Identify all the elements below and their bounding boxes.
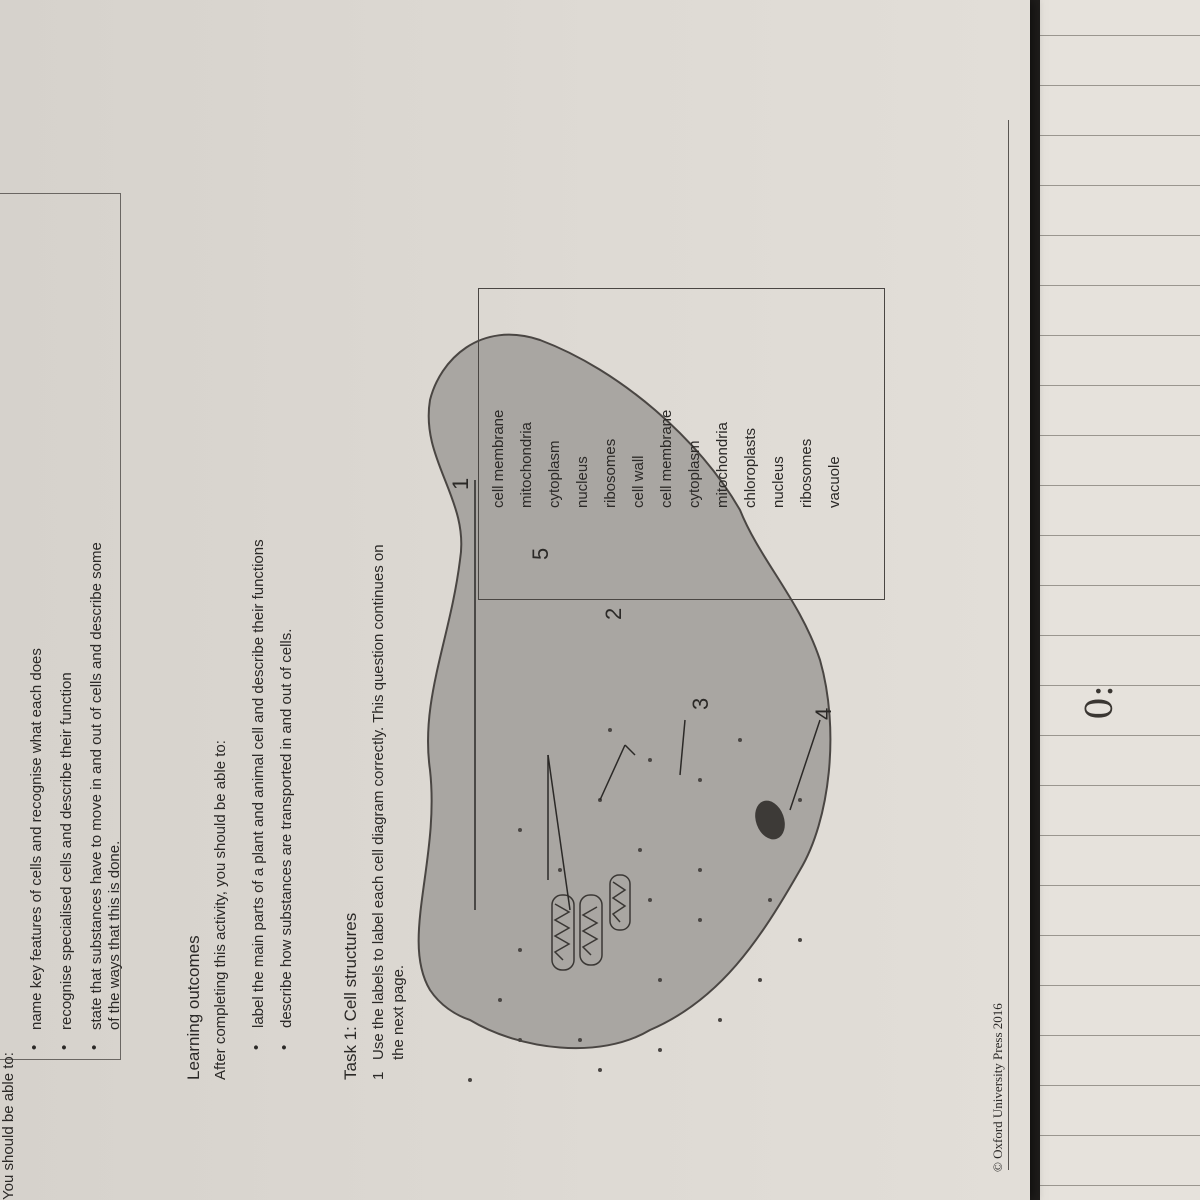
diagram-label-1: 1	[448, 477, 473, 490]
diagram-label-2: 2	[601, 607, 626, 620]
label-item: cell membrane	[490, 409, 507, 508]
diagram-label-5: 5	[528, 547, 553, 560]
lined-notebook-page	[1040, 0, 1200, 1200]
intro-bullet-1: name key features of cells and recognise what each does	[28, 648, 45, 1030]
label-box	[478, 288, 885, 600]
diagram-label-3: 3	[688, 697, 713, 710]
notebook-rule-line	[1040, 835, 1200, 836]
task-number: 1	[370, 1071, 387, 1080]
footer-rule	[1008, 120, 1009, 1170]
notebook-rule-line	[1040, 1035, 1200, 1036]
diagram-label-4: 4	[811, 707, 836, 720]
intro-bullet-3: state that substances have to move in and out of cells and describe some	[88, 542, 105, 1030]
notebook-rule-line	[1040, 885, 1200, 886]
learning-outcomes-lead: After completing this activity, you should be able to:	[212, 740, 229, 1080]
task-instruction-line2: the next page.	[390, 964, 407, 1060]
bullet-dot: •	[56, 1044, 73, 1050]
bullet-dot: •	[248, 1044, 265, 1050]
label-item: cytoplasm	[546, 440, 563, 508]
label-item: vacuole	[826, 456, 843, 508]
notebook-rule-line	[1040, 585, 1200, 586]
intro-heading: You should be able to:	[0, 1052, 17, 1200]
notebook-rule-line	[1040, 935, 1200, 936]
label-item: mitochondria	[714, 422, 731, 508]
outcome-bullet-2: describe how substances are transported in and out of cells.	[278, 628, 295, 1028]
learning-outcomes-heading: Learning outcomes	[184, 935, 203, 1080]
notebook-rule-line	[1040, 735, 1200, 736]
notebook-rule-line	[1040, 235, 1200, 236]
label-item: mitochondria	[518, 422, 535, 508]
notebook-rule-line	[1040, 485, 1200, 486]
notebook-rule-line	[1040, 385, 1200, 386]
notebook-rule-line	[1040, 985, 1200, 986]
notebook-rule-line	[1040, 635, 1200, 636]
bullet-dot: •	[26, 1044, 43, 1050]
notebook-rule-line	[1040, 1085, 1200, 1086]
bullet-dot: •	[86, 1044, 103, 1050]
notebook-rule-line	[1040, 85, 1200, 86]
notebook-rule-line	[1040, 785, 1200, 786]
notebook-rule-line	[1040, 285, 1200, 286]
label-item: cell membrane	[658, 409, 675, 508]
notebook-rule-line	[1040, 35, 1200, 36]
label-item: ribosomes	[602, 438, 619, 508]
notebook-rule-line	[1040, 535, 1200, 536]
intro-bullet-3-cont: of the ways that this is done.	[106, 840, 123, 1030]
label-item: ribosomes	[798, 438, 815, 508]
outcome-bullet-1: label the main parts of a plant and animal cell and describe their functions	[250, 539, 267, 1028]
notebook-rule-line	[1040, 435, 1200, 436]
label-item: chloroplasts	[742, 427, 759, 508]
label-item: nucleus	[770, 456, 787, 508]
task-heading: Task 1: Cell structures	[341, 912, 360, 1080]
handwritten-note: 0:	[1080, 684, 1121, 720]
label-item: nucleus	[574, 456, 591, 508]
copyright-footer: © Oxford University Press 2016	[990, 1003, 1005, 1172]
bullet-dot: •	[276, 1044, 293, 1050]
label-item: cytoplasm	[686, 440, 703, 508]
notebook-rule-line	[1040, 335, 1200, 336]
task-instruction-line1: Use the labels to label each cell diagram correctly. This question continues on	[370, 544, 387, 1060]
label-item: cell wall	[630, 455, 647, 508]
intro-bullet-2: recognise specialised cells and describe their function	[58, 672, 75, 1030]
notebook-rule-line	[1040, 135, 1200, 136]
notebook-rule-line	[1040, 185, 1200, 186]
notebook-rule-line	[1040, 1185, 1200, 1186]
notebook-rule-line	[1040, 1135, 1200, 1136]
